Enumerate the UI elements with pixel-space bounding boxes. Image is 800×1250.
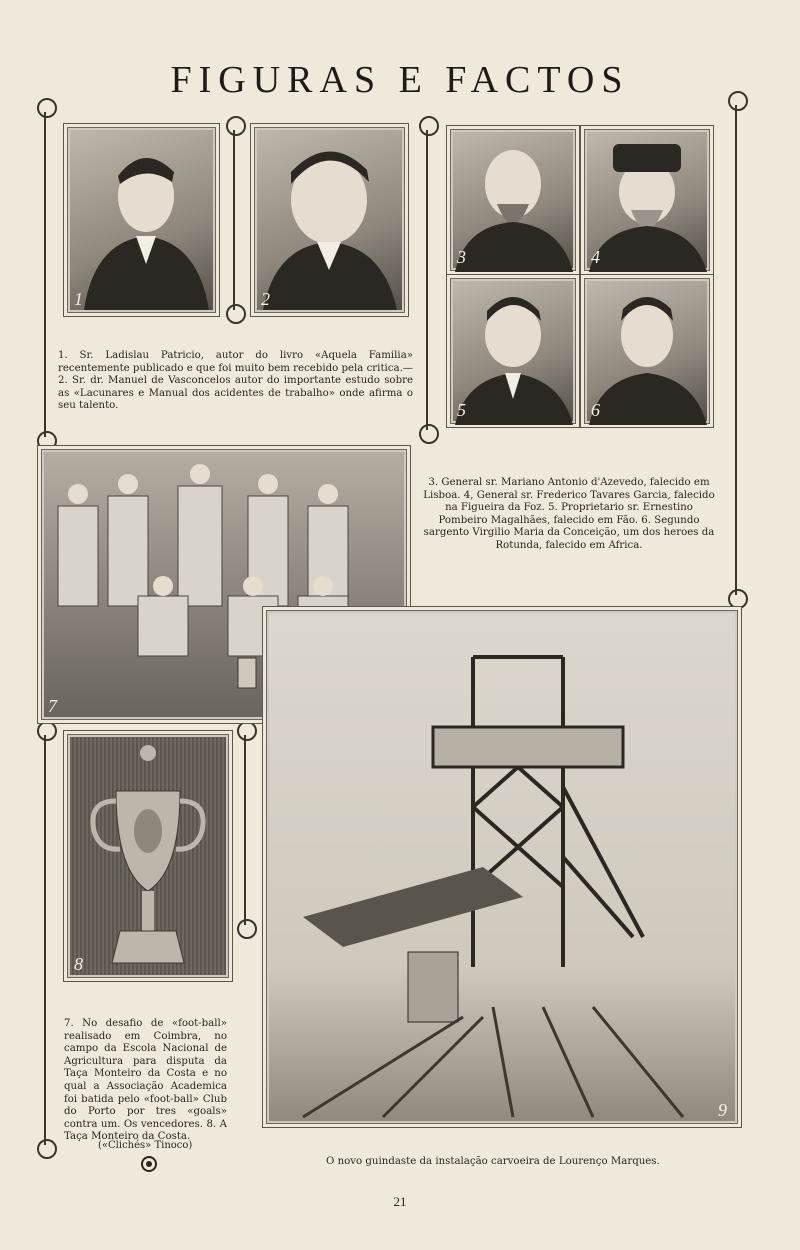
portrait-figure-icon: [447, 275, 579, 427]
photo-portrait-2: [250, 123, 409, 317]
photo-portrait-3: [446, 125, 580, 275]
portrait-figure-icon: [447, 126, 579, 274]
ornamental-border-right: [735, 105, 737, 595]
photo-number-9: 9: [718, 1100, 727, 1120]
photo-credit: («Clichés» Tinoco): [98, 1140, 193, 1151]
photo-number-1: 1: [74, 289, 83, 309]
ornamental-border-middle: [233, 130, 235, 310]
photo-number-5: 5: [457, 400, 466, 420]
page-number: 21: [393, 1194, 407, 1209]
caption-photo-9: O novo guindaste da instalação carvoeira de Lourenço Marques.: [326, 1156, 660, 1167]
caption-photos-3-6: 3. General sr. Mariano Antonio d'Azevedo, falecido em Lisboa. 4, General sr. Frederico Tavares Garcia, falecido na Figueira da Foz. 5. Proprietario sr. Ernestino Pombeiro Magalhães, falecido em Fão. 6. Segundo sargento Virgilio Maria da Conceição, um dos heroes da Rotunda, falecido em Africa.: [423, 477, 715, 551]
photo-cup-8: [63, 730, 233, 982]
trophy-icon: [64, 731, 232, 981]
caption-photos-1-2: 1. Sr. Ladislau Patricio, autor do livro «Aquela Familia» recentemente publicado e que foi muito bem recebido pela critica.—2. Sr. dr. Manuel de Vasconcelos autor do importante estudo sobre as «Lacunares e Manual dos acidentes de trabalho» onde afirma o seu talento.: [58, 350, 413, 412]
page-title: FIGURAS E FACTOS: [170, 59, 630, 101]
photo-portrait-5: [446, 274, 580, 428]
portrait-figure-icon: [64, 124, 219, 316]
photo-number-3: 3: [457, 247, 466, 267]
photo-number-2: 2: [261, 289, 270, 309]
photo-number-4: 4: [591, 247, 600, 267]
ornamental-border-left-bottom: [44, 735, 46, 1145]
portrait-figure-icon: [581, 126, 713, 274]
crane-illustration: [263, 607, 741, 1127]
portrait-figure-icon: [251, 124, 408, 316]
ornamental-border-center: [426, 130, 428, 430]
photo-number-7: 7: [48, 696, 57, 716]
photo-portrait-1: [63, 123, 220, 317]
ornamental-border-lower-mid: [244, 735, 246, 925]
photo-portrait-4: [580, 125, 714, 275]
photo-number-6: 6: [591, 400, 600, 420]
photo-crane-9: [262, 606, 742, 1128]
ornament-bullet-icon: [141, 1156, 157, 1172]
photo-number-8: 8: [74, 954, 83, 974]
portrait-figure-icon: [581, 275, 713, 427]
caption-photos-7-8: 7. No desafio de «foot-ball» realisado em Coimbra, no campo da Escola Nacional de Agricultura para disputa da Taça Monteiro da Costa e no qual a Associação Academica foi batida pelo «foot-ball» Club do Porto por tres «goals» contra um. Os vencedores. 8. A Taça Monteiro da Costa.: [64, 1018, 227, 1143]
ornamental-border-left-top: [44, 112, 46, 437]
photo-portrait-6: [580, 274, 714, 428]
